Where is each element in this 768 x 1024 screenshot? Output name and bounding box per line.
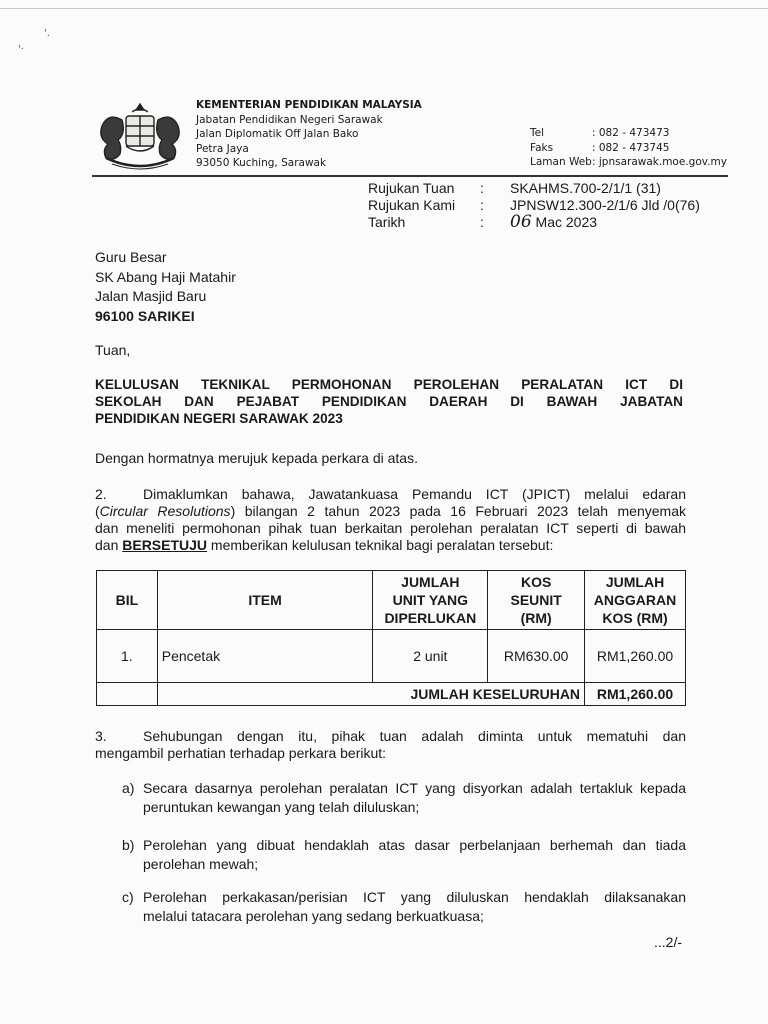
page-continuation: ...2/-: [654, 934, 683, 950]
table-total-row: [97, 683, 686, 706]
letter-subject: KELULUSAN TEKNIKAL PERMOHONAN PEROLEHAN PERALATAN ICT DI SEKOLAH DAN PEJABAT PENDIDIKAN DAERAH DI BAWAH JABATAN PENDIDIKAN NEGERI SARAWAK 2023: [95, 377, 683, 426]
address-line: Jalan Diplomatik Off Jalan Bako: [196, 128, 359, 140]
recipient-line: Guru Besar: [95, 249, 167, 265]
scan-top-line: [0, 8, 768, 9]
scan-speck: '.: [44, 28, 50, 39]
cell-kos: RM630.00: [488, 630, 585, 683]
list-item: c) Perolehan perkakasan/perisian ICT yang diluluskan hendaklah dilaksanakan melalui tatacara perolehan yang sedang berkuatkuasa;: [122, 889, 686, 924]
table-row: [97, 630, 686, 683]
cell-jumlah: RM1,260.00: [585, 630, 686, 683]
recipient-line: Jalan Masjid Baru: [95, 288, 207, 304]
handwritten-day: 06: [510, 212, 532, 232]
header-item: ITEM: [157, 571, 373, 630]
approval-table: [96, 570, 686, 706]
reference-date: Tarikh : 06 Mac 2023: [368, 212, 598, 232]
total-value: RM1,260.00: [585, 683, 686, 706]
coat-of-arms-icon: [92, 100, 188, 172]
address-line: 93050 Kuching, Sarawak: [196, 157, 327, 169]
recipient-address: [95, 248, 236, 326]
cell-unit: 2 unit: [373, 630, 488, 683]
header-unit: JUMLAH UNIT YANG DIPERLUKAN: [373, 571, 488, 630]
contact-fax: Faks : 082 - 473745: [530, 141, 670, 154]
total-label: JUMLAH KESELURUHAN: [157, 683, 584, 706]
ministry-name: KEMENTERIAN PENDIDIKAN MALAYSIA: [196, 99, 422, 111]
letterhead-rule: [92, 175, 728, 177]
recipient-line: SK Abang Haji Matahir: [95, 268, 236, 285]
header-kos: KOS SEUNIT (RM): [488, 571, 585, 630]
paragraph-2: 2. Dimaklumkan bahawa, Jawatankuasa Pemandu ICT (JPICT) melalui edaran (Circular Resolutions) bilangan 2 tahun 2023 pada 16 Februari 2023 telah menyemak dan meneliti permohonan pihak tuan berkaitan perolehan peralatan ICT seperti di bawah dan BERSETUJU memberikan kelulusan teknikal bagi peralatan tersebut:: [95, 486, 686, 553]
contact-website: Laman Web: jpnsarawak.moe.gov.my: [530, 156, 727, 168]
letterhead-organization: [196, 98, 422, 171]
reference-our: Rujukan Kami : JPNSW12.300-2/1/6 Jld /0(76): [368, 197, 700, 213]
table-header-row: [97, 571, 686, 630]
cell-bil: 1.: [97, 630, 158, 683]
cell-empty: [97, 683, 158, 706]
list-item: b) Perolehan yang dibuat hendaklah atas dasar perbelanjaan berhemah dan tiada perolehan mewah;: [122, 837, 686, 872]
paragraph-3: 3. Sehubungan dengan itu, pihak tuan adalah diminta untuk mematuhi dan mengambil perhatian terhadap perkara berikut:: [95, 728, 686, 761]
letterhead-contact: [530, 126, 727, 170]
salutation: Tuan,: [95, 342, 131, 358]
address-line: Petra Jaya: [196, 142, 249, 155]
cell-item: Pencetak: [157, 630, 373, 683]
paragraph-1: Dengan hormatnya merujuk kepada perkara di atas.: [95, 450, 418, 466]
recipient-postcode: 96100 SARIKEI: [95, 307, 195, 324]
header-bil: BIL: [97, 571, 158, 630]
header-jumlah: JUMLAH ANGGARAN KOS (RM): [585, 571, 686, 630]
reference-your: Rujukan Tuan : SKAHMS.700-2/1/1 (31): [368, 180, 661, 196]
reference-block: [368, 180, 700, 231]
contact-tel: Tel : 082 - 473473: [530, 127, 670, 139]
list-item: a) Secara dasarnya perolehan peralatan ICT yang disyorkan adalah tertakluk kepada peruntukan kewangan yang telah diluluskan;: [122, 780, 686, 815]
department-name: Jabatan Pendidikan Negeri Sarawak: [196, 113, 383, 126]
scan-speck: '·: [18, 44, 24, 55]
